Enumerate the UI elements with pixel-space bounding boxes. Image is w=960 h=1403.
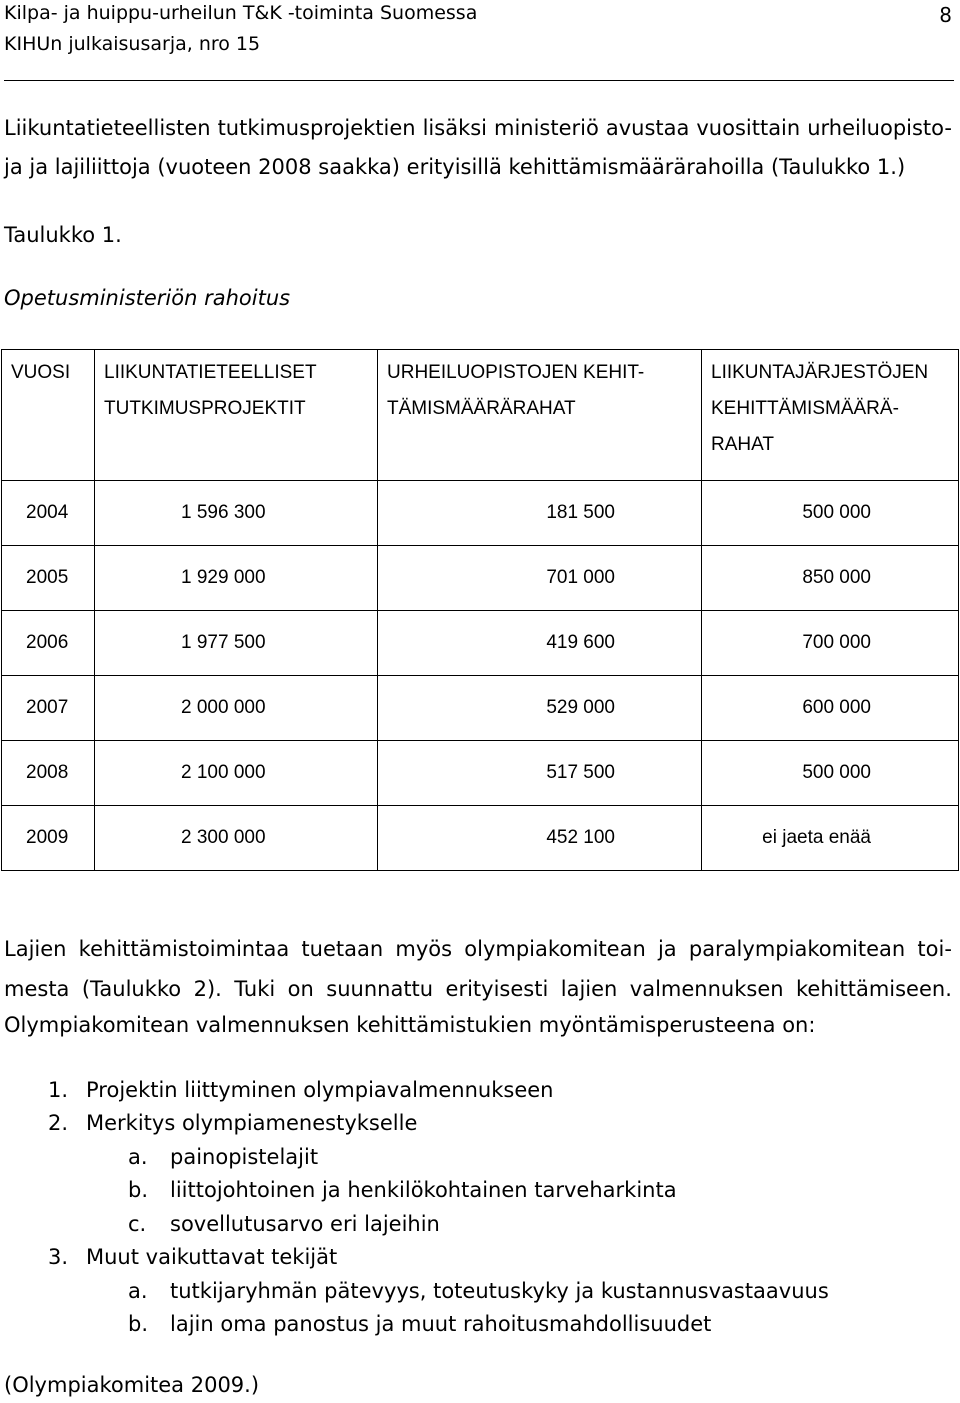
source-citation: (Olympiakomitea 2009.) (4, 1373, 260, 1397)
header-title: Kilpa- ja huippu-urheilun T&K -toiminta Suomessa (4, 2, 478, 24)
intro-word: vuosittain (696, 116, 801, 140)
intro-word: urheiluopisto- (807, 116, 952, 140)
list-item (128, 1279, 829, 1303)
list-marker: 3. (48, 1245, 69, 1269)
page-number: 8 (939, 3, 952, 27)
table-cell: 452 100 (378, 806, 702, 871)
body-word: on (287, 977, 314, 1001)
intro-word: Liikuntatieteellisten (4, 116, 211, 140)
body-word: Lajien (4, 937, 67, 961)
list-marker: b. (128, 1312, 149, 1336)
table-cell: 2 000 000 (95, 676, 378, 741)
list-marker: a. (128, 1279, 148, 1303)
body-word: ja (657, 937, 677, 961)
table-cell: 850 000 (702, 546, 959, 611)
intro-word: tutkimusprojektien (217, 116, 416, 140)
table-row (2, 741, 959, 806)
table-cell: 1 977 500 (95, 611, 378, 676)
header-text: TUTKIMUSPROJEKTIT (104, 398, 306, 419)
table-header-cell (2, 350, 95, 481)
table-header-cell (702, 350, 959, 481)
body-word: erityisesti (445, 977, 549, 1001)
table-row (2, 676, 959, 741)
list-item-text: Merkitys olympiamenestykselle (86, 1111, 418, 1135)
list-item (48, 1078, 553, 1102)
list-item (128, 1312, 711, 1336)
list-item-text: tutkijaryhmän pätevyys, toteutuskyky ja kustannusvastaavuus (170, 1279, 829, 1303)
table-cell: 2007 (2, 676, 95, 741)
table-cell: 500 000 (702, 741, 959, 806)
table-cell: 2 100 000 (95, 741, 378, 806)
body-word: myös (395, 937, 453, 961)
list-item-text: Projektin liittyminen olympiavalmennukseen (86, 1078, 554, 1102)
list-marker: b. (128, 1178, 149, 1202)
funding-table (1, 349, 959, 871)
table-cell: 2008 (2, 741, 95, 806)
table-cell: 2006 (2, 611, 95, 676)
table-cell: 500 000 (702, 481, 959, 546)
table-row (2, 806, 959, 871)
header-text: URHEILUOPISTOJEN KEHIT- (387, 362, 645, 383)
body-word: lajien (560, 977, 618, 1001)
table-cell: 2009 (2, 806, 95, 871)
header-divider (4, 80, 954, 81)
table-header-row (2, 350, 959, 481)
list-item (48, 1111, 417, 1135)
table-cell: 2 300 000 (95, 806, 378, 871)
table-header-cell (95, 350, 378, 481)
header-text: KEHITTÄMISMÄÄRÄ- (711, 398, 899, 419)
list-marker: c. (128, 1212, 147, 1236)
header-series: KIHUn julkaisusarja, nro 15 (4, 33, 261, 55)
header-text: VUOSI (11, 362, 71, 383)
table-cell: 1 929 000 (95, 546, 378, 611)
table-cell: 700 000 (702, 611, 959, 676)
intro-word: ministeriö (494, 116, 599, 140)
table-row (2, 546, 959, 611)
table-cell: 2005 (2, 546, 95, 611)
body-word: 2). (193, 977, 222, 1001)
list-item-text: sovellutusarvo eri lajeihin (170, 1212, 440, 1236)
body-word: suunnattu (326, 977, 434, 1001)
body-word: mesta (4, 977, 70, 1001)
body-word: (Taulukko (81, 977, 182, 1001)
list-item-text: lajin oma panostus ja muut rahoitusmahdollisuudet (170, 1312, 712, 1336)
intro-paragraph-line-2: ja ja lajiliittoja (vuoteen 2008 saakka) erityisillä kehittämismäärärahoilla (Taulukko 1.) (4, 155, 906, 179)
table-cell: 2004 (2, 481, 95, 546)
body-word: toi- (917, 937, 952, 961)
list-item (48, 1245, 337, 1269)
table-cell: 701 000 (378, 546, 702, 611)
table-caption: Opetusministeriön rahoitus (4, 286, 291, 310)
body-word: kehittämistoimintaa (78, 937, 290, 961)
header-text: TÄMISMÄÄRÄRAHAT (387, 398, 576, 419)
body-word: valmennuksen (629, 977, 784, 1001)
body-paragraph-line-1 (4, 937, 952, 961)
table-title: Taulukko 1. (4, 223, 122, 247)
body-word: kehittämiseen. (796, 977, 952, 1001)
list-marker: a. (128, 1145, 148, 1169)
table-cell: 529 000 (378, 676, 702, 741)
intro-word: lisäksi (422, 116, 488, 140)
body-paragraph-line-3: Olympiakomitean valmennuksen kehittämistukien myöntämisperusteena on: (4, 1013, 816, 1037)
table-cell: 181 500 (378, 481, 702, 546)
body-paragraph-line-2 (4, 977, 952, 1001)
header-text: LIIKUNTAJÄRJESTÖJEN (711, 362, 929, 383)
body-word: tuetaan (301, 937, 384, 961)
table-cell: ei jaeta enää (702, 806, 959, 871)
body-word: olympiakomitean (464, 937, 646, 961)
table-cell: 419 600 (378, 611, 702, 676)
list-marker: 1. (48, 1078, 69, 1102)
intro-paragraph-line-1 (4, 116, 952, 140)
list-item-text: painopistelajit (170, 1145, 319, 1169)
table-cell: 517 500 (378, 741, 702, 806)
table-row (2, 611, 959, 676)
body-word: paralympiakomitean (688, 937, 906, 961)
table-cell: 600 000 (702, 676, 959, 741)
table-cell: 1 596 300 (95, 481, 378, 546)
list-item-text: liittojohtoinen ja henkilökohtainen tarveharkinta (170, 1178, 677, 1202)
table-header-cell (378, 350, 702, 481)
list-marker: 2. (48, 1111, 69, 1135)
list-item (128, 1145, 318, 1169)
list-item-text: Muut vaikuttavat tekijät (86, 1245, 338, 1269)
body-word: Tuki (234, 977, 276, 1001)
list-item (128, 1212, 440, 1236)
table-row (2, 481, 959, 546)
header-text: RAHAT (711, 434, 774, 455)
header-text: LIIKUNTATIETEELLISET (104, 362, 317, 383)
intro-word: avustaa (605, 116, 690, 140)
list-item (128, 1178, 677, 1202)
